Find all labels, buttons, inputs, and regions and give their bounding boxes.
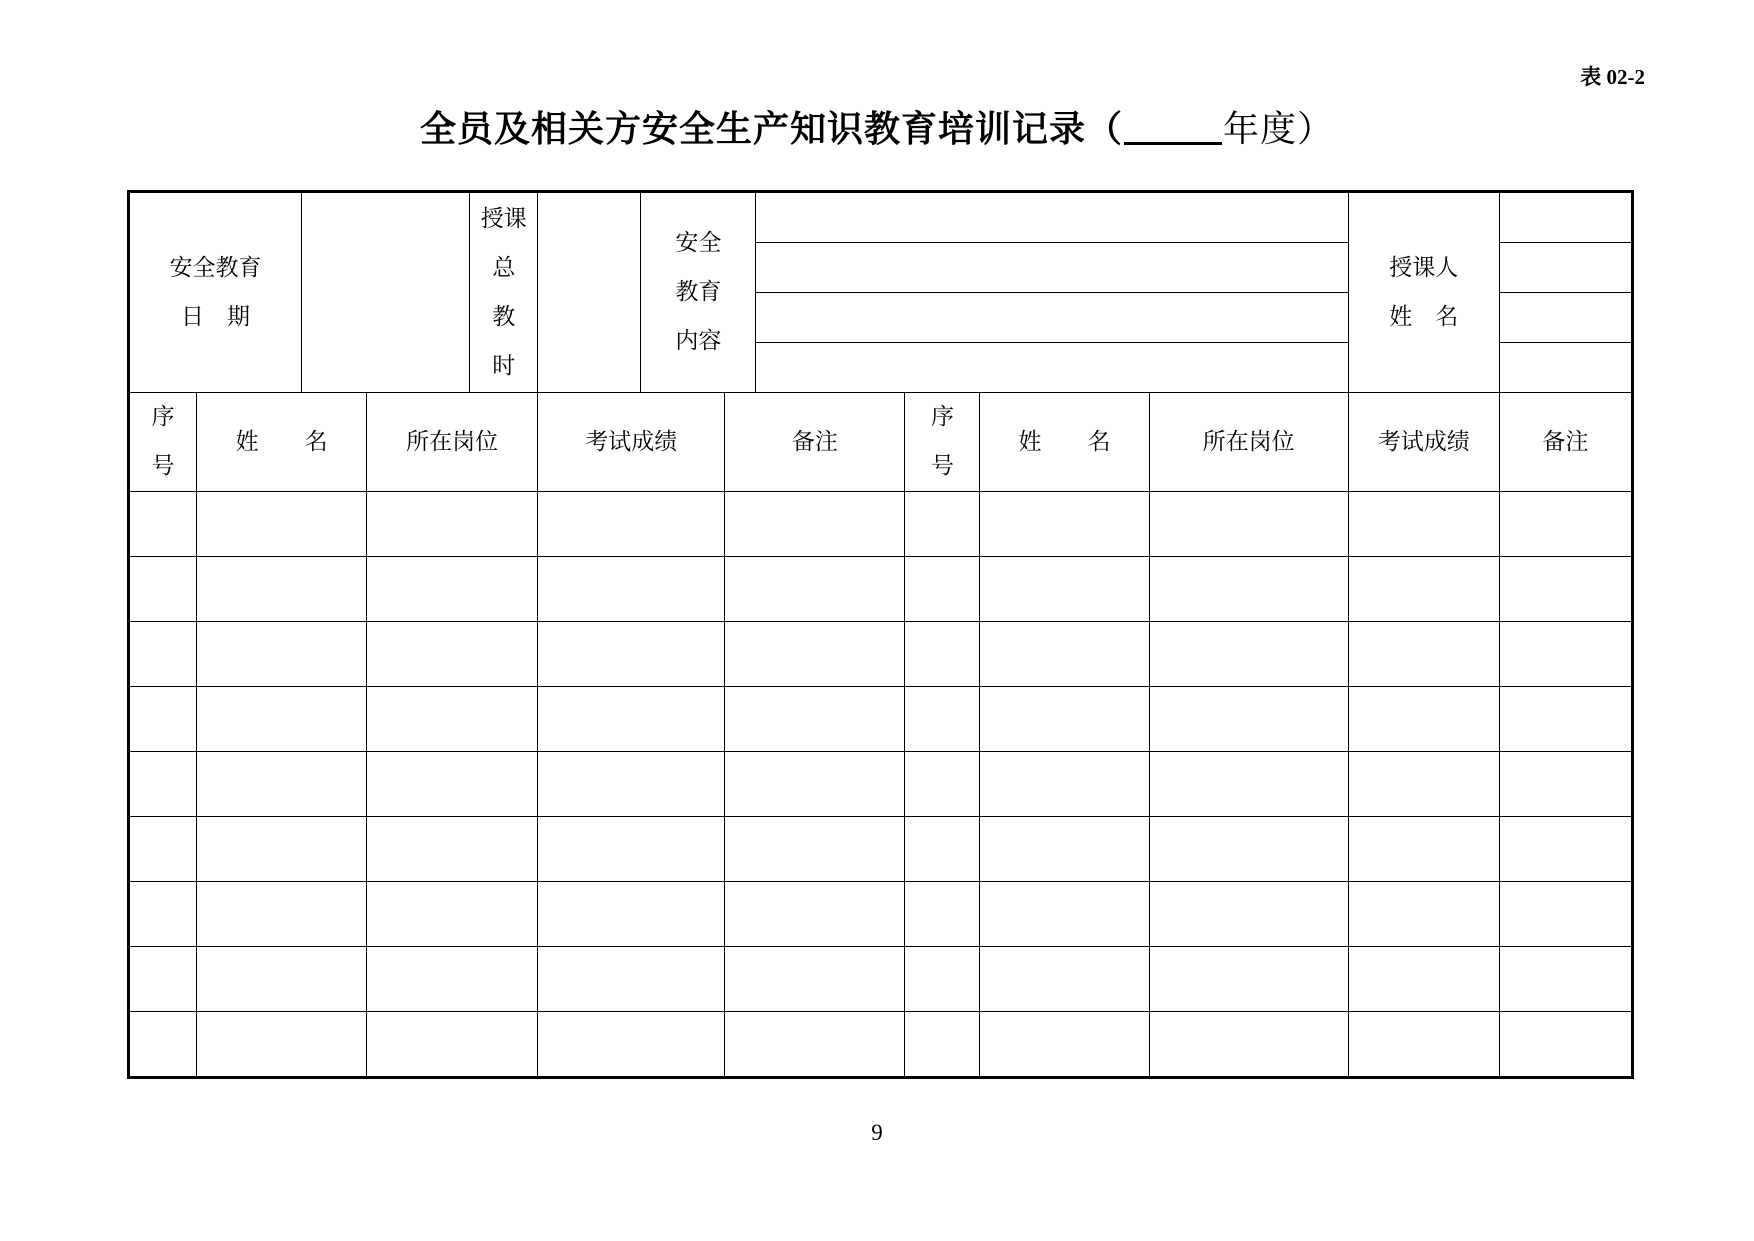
seq-left-cell[interactable] [129,687,197,752]
score-right-cell[interactable] [1348,492,1499,557]
remark-left-cell[interactable] [725,752,905,817]
teacher-name-line-3[interactable] [1499,293,1632,343]
seq-header-right: 序 号 [905,393,980,492]
remark-right-cell[interactable] [1499,687,1632,752]
seq-header-left: 序 号 [129,393,197,492]
remark-right-cell[interactable] [1499,947,1632,1012]
name-left-cell[interactable] [197,882,367,947]
name-left-cell[interactable] [197,947,367,1012]
remark-header-left: 备注 [725,393,905,492]
seq-left-cell[interactable] [129,492,197,557]
position-right-cell[interactable] [1149,1012,1348,1078]
seq-left-cell[interactable] [129,947,197,1012]
score-left-cell[interactable] [538,947,725,1012]
table-row [129,1012,1633,1078]
position-left-cell[interactable] [367,882,538,947]
remark-left-cell[interactable] [725,492,905,557]
remark-right-cell[interactable] [1499,492,1632,557]
name-left-cell[interactable] [197,622,367,687]
seq-right-cell[interactable] [905,687,980,752]
seq-right-cell[interactable] [905,752,980,817]
table-row [129,557,1633,622]
score-right-cell[interactable] [1348,1012,1499,1078]
name-right-cell[interactable] [980,557,1149,622]
position-left-cell[interactable] [367,1012,538,1078]
score-left-cell[interactable] [538,622,725,687]
position-header-left: 所在岗位 [367,393,538,492]
score-right-cell[interactable] [1348,622,1499,687]
position-right-cell[interactable] [1149,752,1348,817]
position-left-cell[interactable] [367,492,538,557]
score-right-cell[interactable] [1348,752,1499,817]
name-left-cell[interactable] [197,687,367,752]
score-right-cell[interactable] [1348,947,1499,1012]
seq-right-cell[interactable] [905,947,980,1012]
remark-left-cell[interactable] [725,557,905,622]
name-right-cell[interactable] [980,492,1149,557]
content-line-1[interactable] [756,192,1348,243]
remark-left-cell[interactable] [725,622,905,687]
name-right-cell[interactable] [980,1012,1149,1078]
score-left-cell[interactable] [538,687,725,752]
position-right-cell[interactable] [1149,557,1348,622]
name-left-cell[interactable] [197,752,367,817]
content-line-3[interactable] [756,293,1348,343]
score-header-right: 考试成绩 [1348,393,1499,492]
seq-right-cell[interactable] [905,557,980,622]
seq-left-cell[interactable] [129,622,197,687]
position-right-cell[interactable] [1149,882,1348,947]
content-line-4[interactable] [756,343,1348,393]
remark-right-cell[interactable] [1499,817,1632,882]
score-right-cell[interactable] [1348,882,1499,947]
position-left-cell[interactable] [367,817,538,882]
name-left-cell[interactable] [197,492,367,557]
title-tail: 年度） [1223,109,1335,150]
seq-left-cell[interactable] [129,1012,197,1078]
name-left-cell[interactable] [197,1012,367,1078]
name-right-cell[interactable] [980,947,1149,1012]
remark-header-right: 备注 [1499,393,1632,492]
remark-left-cell[interactable] [725,1012,905,1078]
date-value-cell[interactable] [302,192,470,393]
seq-right-cell[interactable] [905,492,980,557]
score-right-cell[interactable] [1348,557,1499,622]
remark-left-cell[interactable] [725,947,905,1012]
name-header-right: 姓 名 [980,393,1149,492]
name-right-cell[interactable] [980,752,1149,817]
seq-left-cell[interactable] [129,557,197,622]
score-left-cell[interactable] [538,557,725,622]
page-number: 9 [871,1120,883,1145]
seq-right-cell[interactable] [905,882,980,947]
seq-right-cell[interactable] [905,622,980,687]
seq-right-cell[interactable] [905,817,980,882]
seq-left-cell[interactable] [129,752,197,817]
position-left-cell[interactable] [367,752,538,817]
name-left-cell[interactable] [197,557,367,622]
position-left-cell[interactable] [367,687,538,752]
score-left-cell[interactable] [538,752,725,817]
position-right-cell[interactable] [1149,492,1348,557]
teacher-name-line-1[interactable] [1499,192,1632,243]
name-right-cell[interactable] [980,622,1149,687]
table-row [129,622,1633,687]
remark-left-cell[interactable] [725,882,905,947]
score-left-cell[interactable] [538,882,725,947]
position-right-cell[interactable] [1149,687,1348,752]
remark-right-cell[interactable] [1499,752,1632,817]
position-right-cell[interactable] [1149,622,1348,687]
table-row [129,817,1633,882]
name-header-left: 姓 名 [197,393,367,492]
teacher-label: 授课人 姓 名 [1348,192,1499,393]
seq-left-cell[interactable] [129,817,197,882]
table-row [129,492,1633,557]
name-right-cell[interactable] [980,817,1149,882]
date-label: 安全教育 日 期 [129,192,302,393]
year-blank-field[interactable] [1124,112,1222,145]
position-header-right: 所在岗位 [1149,393,1348,492]
name-right-cell[interactable] [980,882,1149,947]
record-body [129,492,1633,1078]
training-record-table [127,190,1634,1079]
position-left-cell[interactable] [367,622,538,687]
hours-value-cell[interactable] [538,192,641,393]
score-left-cell[interactable] [538,1012,725,1078]
form-title [0,101,1754,152]
score-right-cell[interactable] [1348,817,1499,882]
score-right-cell[interactable] [1348,687,1499,752]
teacher-name-line-4[interactable] [1499,343,1632,393]
title-main: 全员及相关方安全生产知识教育培训记录（ [419,108,1123,150]
name-right-cell[interactable] [980,687,1149,752]
table-row [129,752,1633,817]
remark-left-cell[interactable] [725,687,905,752]
position-left-cell[interactable] [367,557,538,622]
remark-right-cell[interactable] [1499,557,1632,622]
table-row [129,947,1633,1012]
content-line-2[interactable] [756,243,1348,293]
score-header-left: 考试成绩 [538,393,725,492]
seq-left-cell[interactable] [129,882,197,947]
remark-left-cell[interactable] [725,817,905,882]
remark-right-cell[interactable] [1499,1012,1632,1078]
table-row [129,687,1633,752]
position-right-cell[interactable] [1149,817,1348,882]
table-row [129,882,1633,947]
score-left-cell[interactable] [538,817,725,882]
name-left-cell[interactable] [197,817,367,882]
position-right-cell[interactable] [1149,947,1348,1012]
hours-label: 授课总 教 时 [470,192,538,393]
content-label: 安全 教育 内容 [641,192,756,393]
score-left-cell[interactable] [538,492,725,557]
seq-right-cell[interactable] [905,1012,980,1078]
remark-right-cell[interactable] [1499,882,1632,947]
column-header-row [129,393,1633,492]
teacher-name-line-2[interactable] [1499,243,1632,293]
remark-right-cell[interactable] [1499,622,1632,687]
position-left-cell[interactable] [367,947,538,1012]
table-number: 表 02-2 [1580,65,1645,89]
